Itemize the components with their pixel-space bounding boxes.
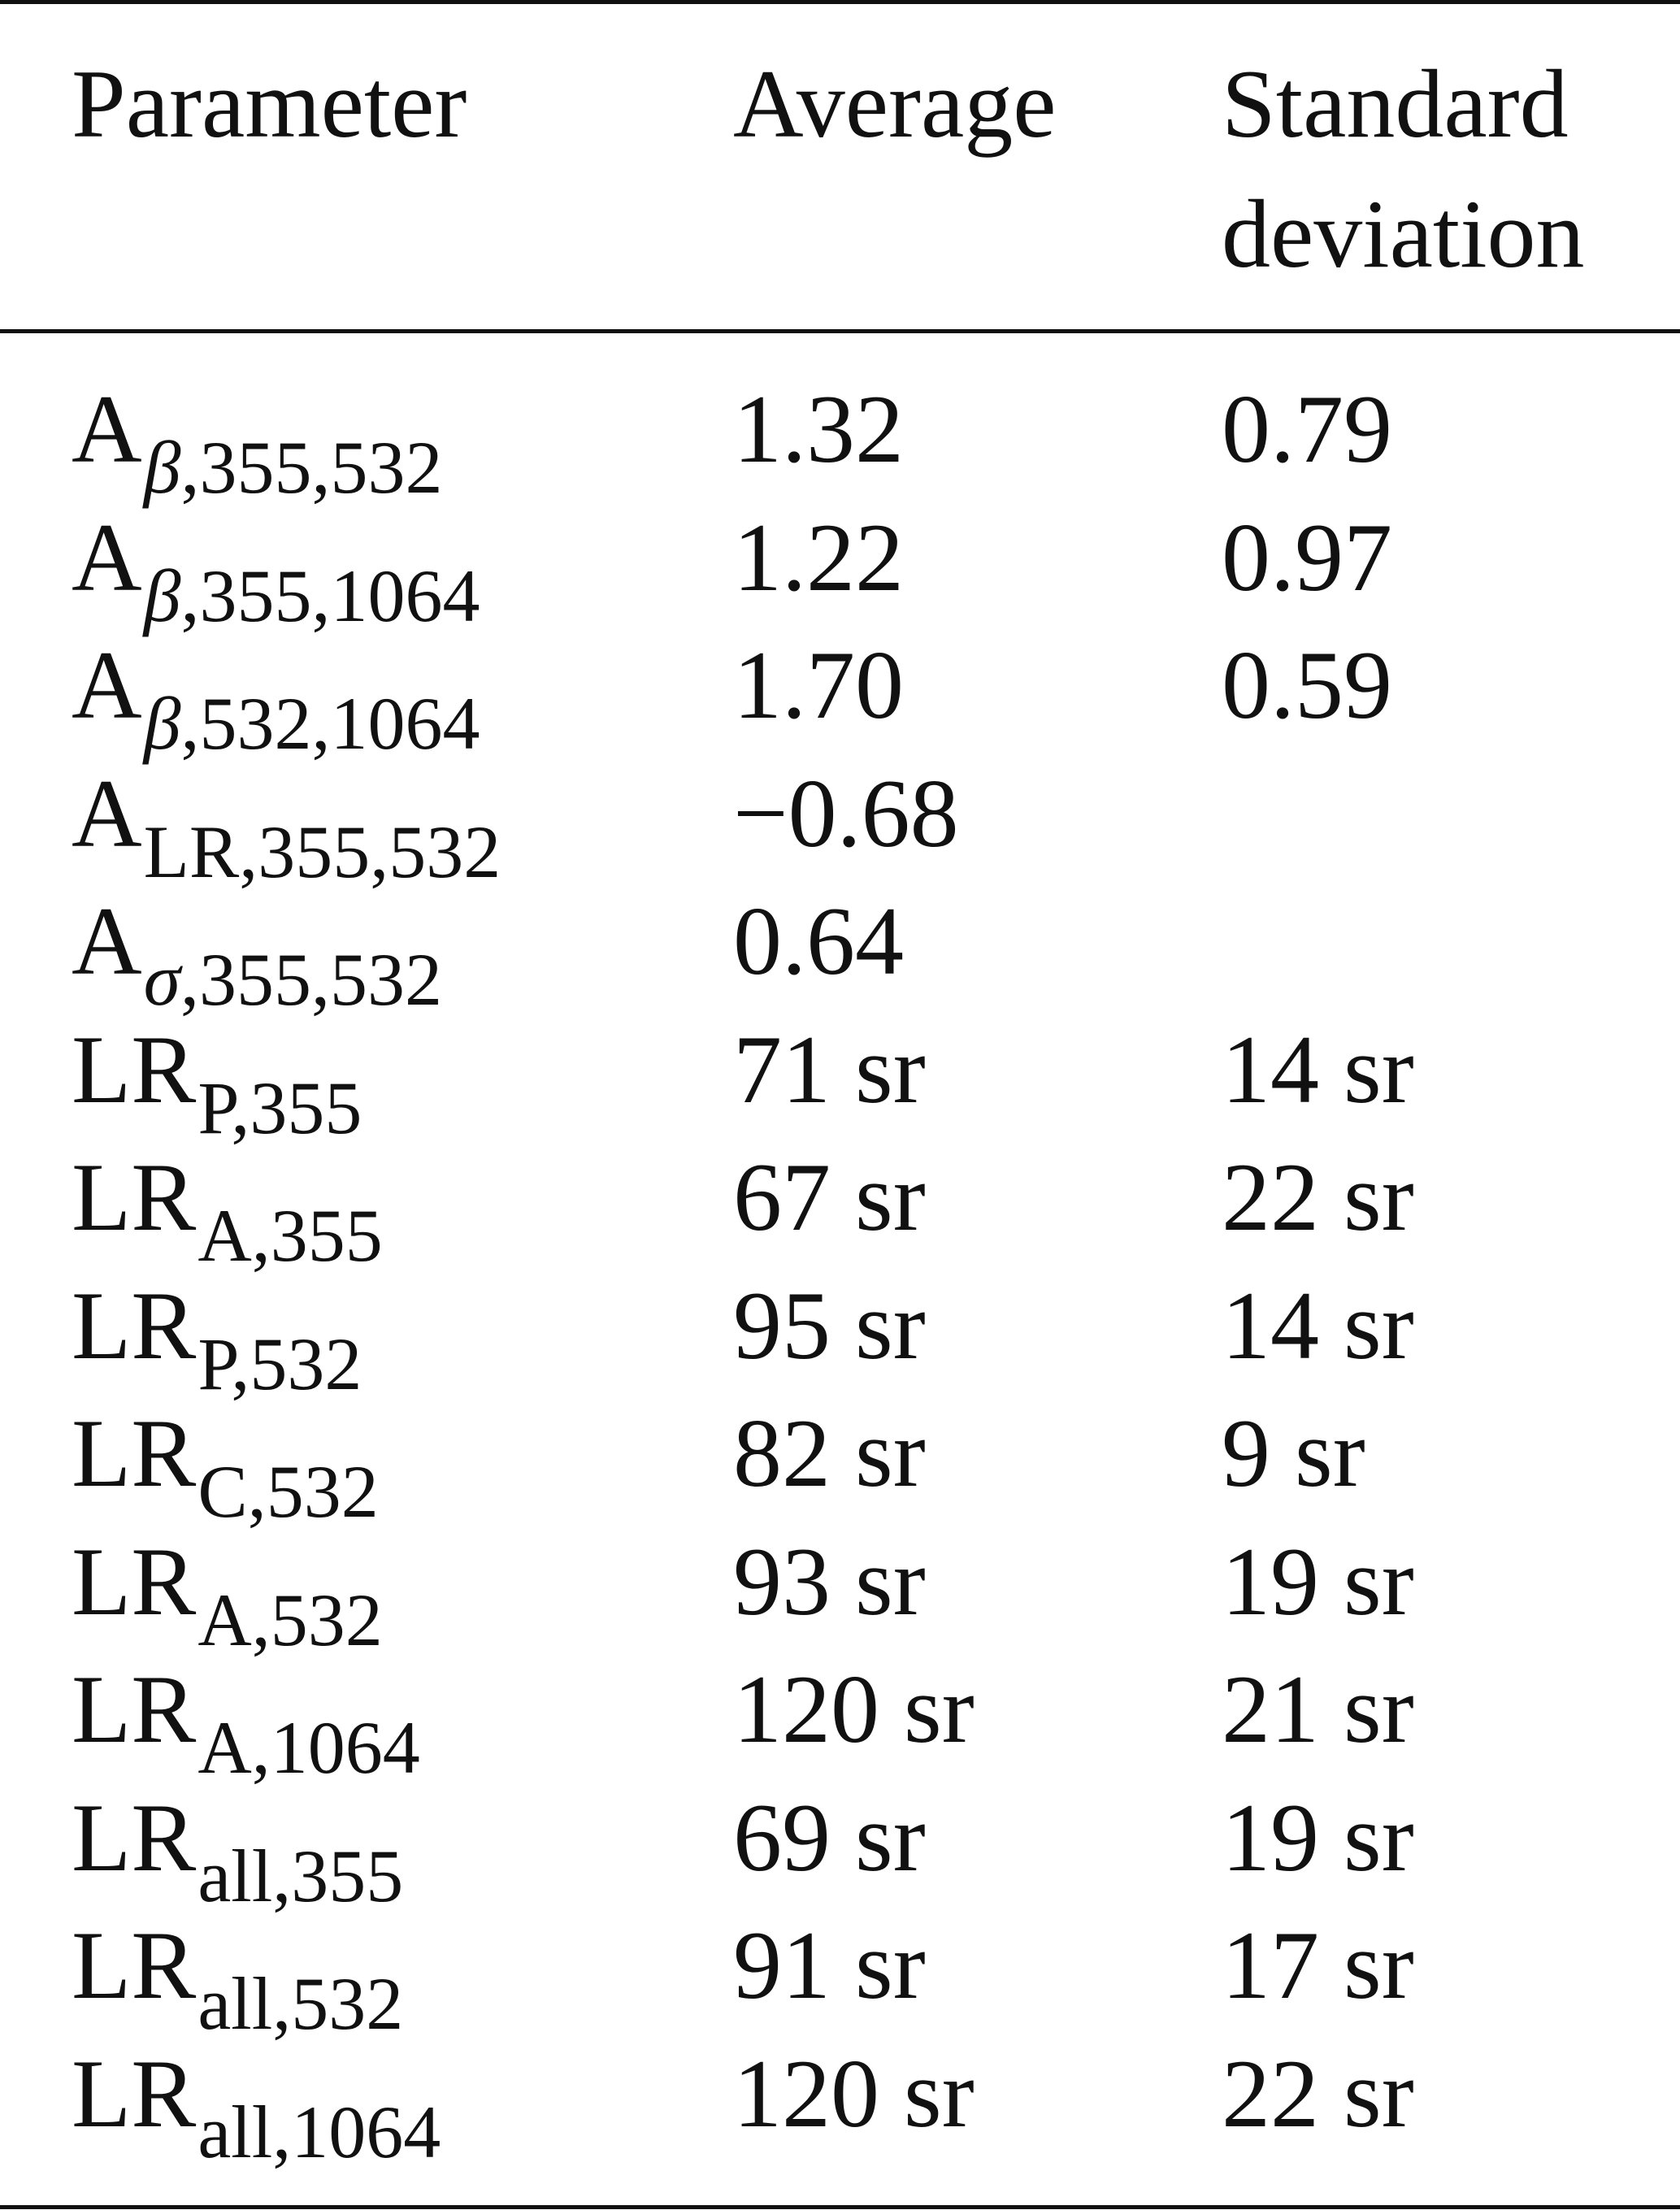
param-base: LR [72, 1143, 197, 1251]
param-sub-greek: β [143, 682, 181, 765]
parameter-cell [72, 887, 443, 1021]
param-base: LR [72, 1015, 197, 1123]
parameter-cell [72, 1143, 383, 1277]
param-sub-text: LR,355,532 [143, 810, 501, 893]
parameter-cell [72, 1399, 379, 1533]
param-sub-greek: β [143, 426, 181, 509]
average-cell: 69 sr [733, 1783, 926, 1891]
param-base: LR [72, 1655, 197, 1763]
param-subscript [144, 426, 443, 509]
header-std-line2: deviation [1222, 180, 1585, 288]
param-subscript [198, 2091, 441, 2173]
param-subscript [144, 938, 442, 1021]
param-base: A [72, 759, 142, 867]
param-subscript [144, 810, 501, 893]
std-cell: 17 sr [1222, 1911, 1414, 2019]
param-subscript [144, 682, 480, 765]
bottom-rule [0, 2205, 1680, 2209]
top-rule [0, 0, 1680, 4]
param-subscript [198, 1834, 403, 1917]
param-base: LR [72, 1783, 197, 1891]
average-cell: 67 sr [733, 1143, 926, 1251]
param-sub-greek: σ [143, 938, 181, 1021]
std-cell: 22 sr [1222, 2039, 1414, 2147]
average-cell: 82 sr [733, 1399, 926, 1507]
parameter-cell [72, 2039, 441, 2173]
param-sub-text: all,355 [198, 1834, 404, 1917]
std-cell: 14 sr [1222, 1271, 1414, 1379]
param-sub-text: ,355,532 [180, 938, 443, 1021]
average-cell: 1.70 [733, 631, 904, 739]
parameter-cell [72, 631, 480, 765]
param-base: LR [72, 2039, 197, 2147]
param-base: A [72, 631, 142, 739]
average-cell: 120 sr [733, 1655, 975, 1763]
param-base: LR [72, 1399, 197, 1507]
parameter-cell [72, 1527, 383, 1661]
average-cell: 93 sr [733, 1527, 926, 1635]
param-subscript [198, 1706, 419, 1789]
std-cell: 0.79 [1222, 375, 1392, 483]
std-cell: 14 sr [1222, 1015, 1414, 1123]
param-sub-text: ,355,532 [180, 426, 443, 509]
std-cell: 22 sr [1222, 1143, 1414, 1251]
std-cell: 19 sr [1222, 1783, 1414, 1891]
header-parameter: Parameter [72, 50, 467, 158]
average-cell: −0.68 [733, 759, 959, 867]
param-base: A [72, 503, 142, 611]
param-base: LR [72, 1911, 197, 2019]
header-rule [0, 329, 1680, 333]
param-base: LR [72, 1271, 197, 1379]
header-average: Average [733, 50, 1057, 158]
parameter-cell [72, 503, 480, 637]
parameter-cell [72, 375, 443, 509]
param-base: LR [72, 1527, 197, 1635]
average-cell: 91 sr [733, 1911, 926, 2019]
param-sub-text: ,532,1064 [180, 682, 480, 765]
param-subscript [198, 1450, 378, 1533]
parameter-cell [72, 1015, 362, 1149]
average-cell: 71 sr [733, 1015, 926, 1123]
param-subscript [198, 1322, 362, 1405]
param-subscript [198, 1066, 362, 1149]
average-cell: 95 sr [733, 1271, 926, 1379]
param-sub-text: P,532 [198, 1322, 362, 1405]
average-cell: 120 sr [733, 2039, 975, 2147]
param-sub-text: A,532 [198, 1578, 383, 1661]
std-cell: 0.59 [1222, 631, 1392, 739]
param-base: A [72, 375, 142, 483]
average-cell: 0.64 [733, 887, 904, 995]
average-cell: 1.32 [733, 375, 904, 483]
param-sub-text: ,355,1064 [180, 554, 480, 637]
param-sub-text: A,1064 [198, 1706, 420, 1789]
parameter-cell [72, 759, 501, 893]
param-sub-text: all,532 [198, 1962, 404, 2045]
param-sub-text: A,355 [198, 1194, 383, 1277]
param-subscript [198, 1962, 403, 2045]
parameter-cell [72, 1911, 404, 2045]
param-subscript [198, 1578, 382, 1661]
std-cell: 21 sr [1222, 1655, 1414, 1763]
header-std-line1: Standard [1222, 50, 1569, 158]
param-subscript [198, 1194, 382, 1277]
average-cell: 1.22 [733, 503, 904, 611]
param-sub-text: P,355 [198, 1066, 362, 1149]
param-subscript [144, 554, 480, 637]
param-sub-text: C,532 [198, 1450, 379, 1533]
parameter-cell [72, 1271, 362, 1405]
std-cell: 0.97 [1222, 503, 1392, 611]
param-base: A [72, 887, 142, 995]
parameter-cell [72, 1655, 420, 1789]
param-sub-greek: β [143, 554, 181, 637]
param-sub-text: all,1064 [198, 2091, 441, 2173]
parameter-cell [72, 1783, 404, 1917]
std-cell: 19 sr [1222, 1527, 1414, 1635]
std-cell: 9 sr [1222, 1399, 1365, 1507]
